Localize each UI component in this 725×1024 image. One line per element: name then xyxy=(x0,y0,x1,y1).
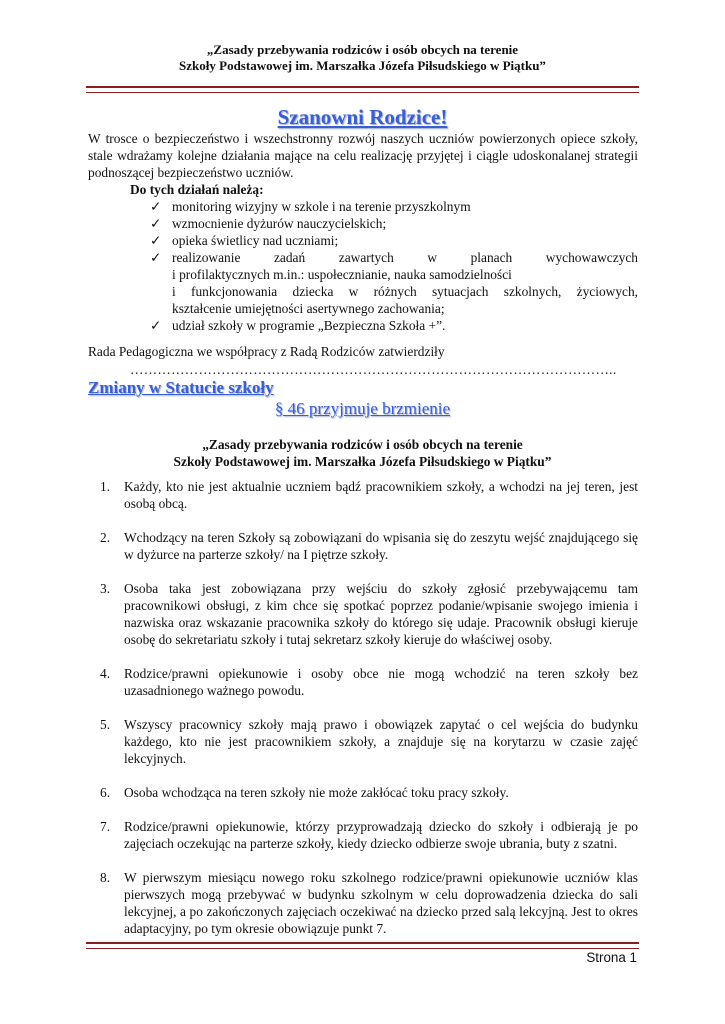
rule-item xyxy=(100,665,638,699)
rules-header-line-2: Szkoły Podstawowej im. Marszałka Józefa Piłsudskiego w Piątku” xyxy=(173,454,552,469)
council-statement: Rada Pedagogiczna we współpracy z Radą Rodziców zatwierdziły xyxy=(88,344,445,359)
rule-text: Rodzice/prawni opiekunowie, którzy przyprowadzają dziecko do szkoły i odbierają je po zajęciach oczekując na parterze szkoły, kiedy dziecko odbierze swoje ubrania, buty z szatni. xyxy=(124,819,638,851)
measure-text: kształcenie umiejętności asertywnego zachowania; xyxy=(172,301,445,316)
measure-text: monitoring wizyjny w szkole i na terenie przyszkolnym xyxy=(172,199,471,214)
measure-text: opieka świetlicy nad uczniami; xyxy=(172,233,339,248)
check-icon: ✓ xyxy=(150,199,162,214)
rule-number: 4. xyxy=(100,666,111,681)
rule-number: 8. xyxy=(100,870,111,885)
check-icon: ✓ xyxy=(150,318,162,333)
rule-item xyxy=(100,869,638,937)
rule-item xyxy=(100,580,638,648)
rule-item xyxy=(100,716,638,767)
page-header xyxy=(0,42,725,74)
measure-item xyxy=(150,232,638,249)
intro-paragraph: W trosce o bezpieczeństwo i wszechstronny rozwój naszych uczniów powierzonych opiece szkoły, stale wdrażamy kolejne działania mające na celu realizację przyjętej i ciągle udoskonalanej strategii podnoszącej bezpieczeństwo uczniów. xyxy=(88,131,638,180)
rule-number: 7. xyxy=(100,819,111,834)
dotted-line: …………………………………………………………………………………………….. xyxy=(130,362,617,377)
rule-text: Rodzice/prawni opiekunowie i osoby obce nie mogą wchodzić na teren szkoły bez uzasadnionego ważnego powodu. xyxy=(124,666,638,698)
measure-item xyxy=(150,215,638,232)
rule-text: W pierwszym miesiącu nowego roku szkolnego rodzice/prawni opiekunowie uczniów klas pierwszych mogą przebywać w budynku szkolnym w celu doprowadzenia dziecka do sali lekcyjnej, a po zakończonych zajęciach oczekiwać na dziecko przed salą lekcyjną. Jest to okres adaptacyjny, po tym okresie obowiązuje punkt 7. xyxy=(124,870,638,936)
rule-text: Osoba wchodząca na teren szkoły nie może zakłócać toku pracy szkoły. xyxy=(124,785,509,800)
rule-text: Wszyscy pracownicy szkoły mają prawo i obowiązek zapytać o cel wejścia do budynku każdego, kto nie jest pracownikiem szkoły, a znajduje się na korytarzu w czasie zajęć lekcyjnych. xyxy=(124,717,638,766)
measures-heading: Do tych działań należą: xyxy=(130,182,264,197)
rule-item xyxy=(100,529,638,563)
rules-list xyxy=(100,478,638,954)
footer-rule xyxy=(86,942,639,949)
measure-text: wzmocnienie dyżurów nauczycielskich; xyxy=(172,216,387,231)
measure-text: realizowanie zadań zawartych w planach wychowawczych xyxy=(172,250,638,265)
check-icon: ✓ xyxy=(150,216,162,231)
header-rule xyxy=(86,86,639,93)
measure-text: i profilaktycznych m.in.: uspołecznianie, nauka samodzielności xyxy=(172,267,512,282)
page-title: Szanowni Rodzice! xyxy=(277,105,448,129)
page-number: Strona 1 xyxy=(586,950,637,965)
rule-item xyxy=(100,478,638,512)
rule-text: Wchodzący na teren Szkoły są zobowiązani do wpisania się do zeszytu wejść znajdującego się w dyżurce na parterze szkoły/ na I piętrze szkoły. xyxy=(124,530,638,562)
check-icon: ✓ xyxy=(150,250,162,265)
rule-number: 3. xyxy=(100,581,111,596)
rules-header xyxy=(0,436,725,470)
rule-number: 1. xyxy=(100,479,111,494)
rule-text: Osoba taka jest zobowiązana przy wejściu do szkoły zgłosić przebywającemu tam pracownikowi obsługi, z kim chce się spotkać poprzez podanie/wpisanie swojego imienia i nazwiska oraz wskazanie pracownika szkoły do którego się udaje. Pracownik obsługi kieruje osobę do sekretariatu szkoły i tutaj sekretarz szkoły kieruje do właściwej osoby. xyxy=(124,581,638,647)
rule-text: Każdy, kto nie jest aktualnie uczniem bądź pracownikiem szkoły, a wchodzi na jej teren, jest osobą obcą. xyxy=(124,479,638,511)
statute-heading: Zmiany w Statucie szkoły xyxy=(88,378,274,397)
rule-number: 5. xyxy=(100,717,111,732)
header-line-2: Szkoły Podstawowej im. Marszałka Józefa Piłsudskiego w Piątku” xyxy=(179,58,546,73)
rule-item xyxy=(100,818,638,852)
rule-item xyxy=(100,784,638,801)
measure-item xyxy=(150,198,638,215)
measure-text: udział szkoły w programie „Bezpieczna Szkoła +”. xyxy=(172,318,446,333)
rules-header-line-1: „Zasady przebywania rodziców i osób obcych na terenie xyxy=(202,437,523,452)
measure-item xyxy=(150,249,638,317)
rule-number: 6. xyxy=(100,785,111,800)
measure-item xyxy=(150,317,638,334)
header-line-1: „Zasady przebywania rodziców i osób obcych na terenie xyxy=(206,42,519,57)
rule-number: 2. xyxy=(100,530,111,545)
measure-text: i funkcjonowania dziecka w różnych sytuacjach szkolnych, życiowych, xyxy=(172,284,638,299)
statute-subheading: § 46 przyjmuje brzmienie xyxy=(274,399,451,418)
check-icon: ✓ xyxy=(150,233,162,248)
measures-list xyxy=(150,198,638,334)
